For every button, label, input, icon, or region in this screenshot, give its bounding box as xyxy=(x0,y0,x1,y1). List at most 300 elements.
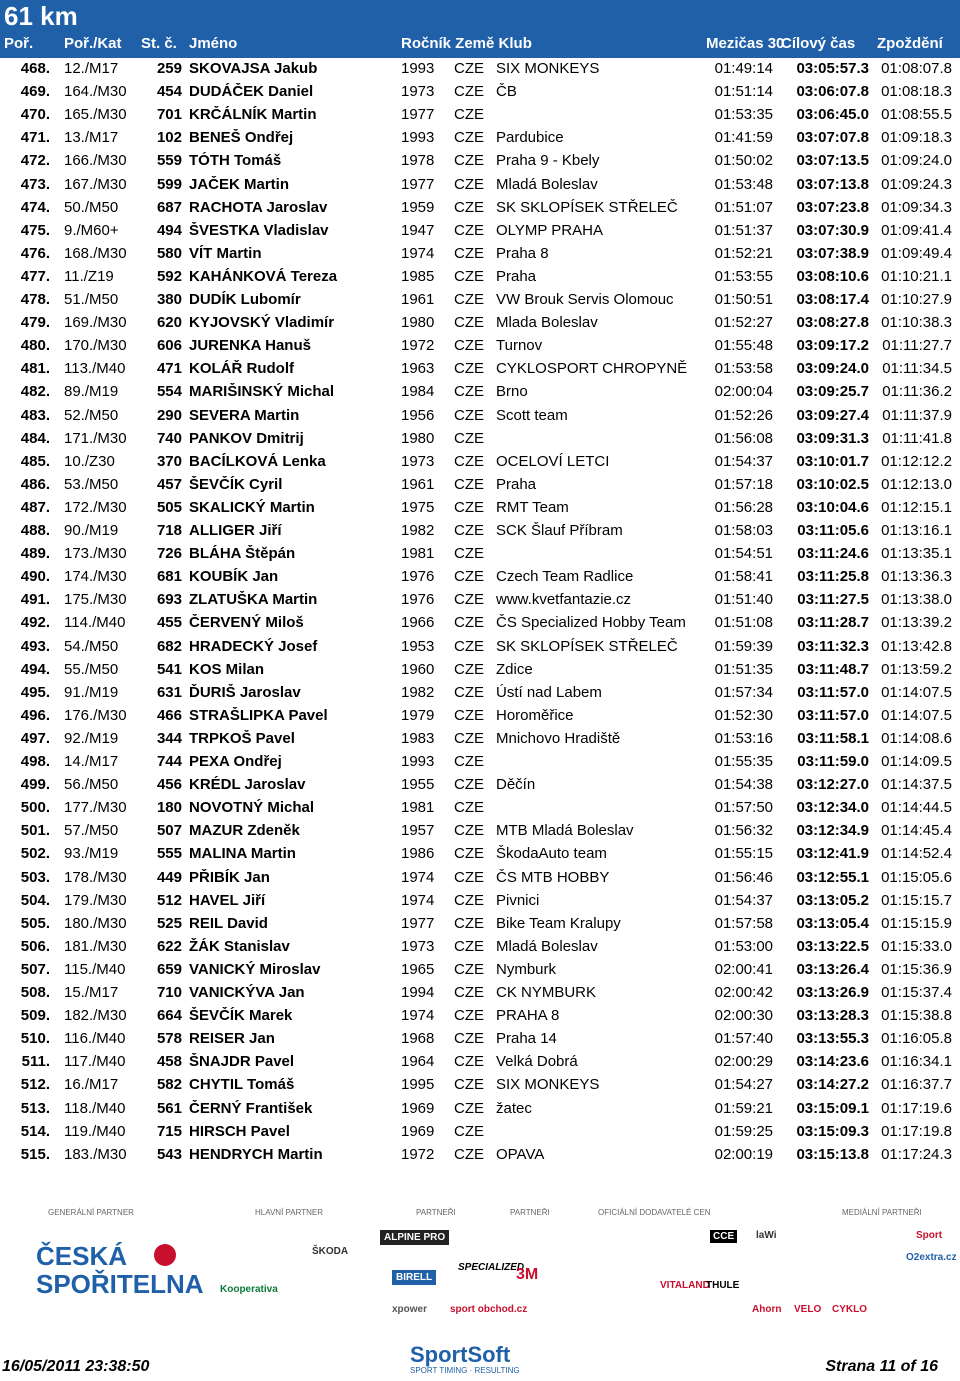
finish-time: 03:06:07.8 xyxy=(796,83,869,101)
finish-time: 03:12:27.0 xyxy=(796,776,869,794)
rank: 479. xyxy=(20,314,50,332)
rank: 482. xyxy=(20,383,50,401)
3m-logo: 3M xyxy=(516,1266,539,1283)
runner-name: BACÍLKOVÁ Lenka xyxy=(189,452,326,470)
split-time: 01:54:51 xyxy=(714,545,773,563)
birth-year: 1974 xyxy=(401,244,435,262)
start-number: 380 xyxy=(156,291,182,308)
split-time: 01:53:48 xyxy=(714,175,773,193)
birth-year: 1993 xyxy=(401,753,435,770)
birth-year: 1956 xyxy=(401,406,435,424)
club: Praha xyxy=(496,267,537,285)
start-number: 102 xyxy=(156,129,182,147)
club: RMT Team xyxy=(496,498,569,516)
birth-year: 1978 xyxy=(401,152,435,170)
club: Turnov xyxy=(496,337,543,355)
rank: 514. xyxy=(20,1122,50,1140)
country: CZE xyxy=(454,1030,484,1048)
time-behind: 01:17:19.8 xyxy=(881,1122,952,1140)
finish-time: 03:11:57.0 xyxy=(797,706,869,724)
table-row xyxy=(0,612,960,635)
club: žatec xyxy=(496,1099,532,1117)
col-header-zpozdeni: Zpoždění xyxy=(877,35,943,52)
table-row xyxy=(0,197,960,220)
time-behind: 01:16:34.1 xyxy=(881,1053,952,1071)
time-behind: 01:08:07.8 xyxy=(881,60,952,77)
club: SIX MONKEYS xyxy=(496,60,600,77)
table-row xyxy=(0,174,960,197)
split-time: 01:55:35 xyxy=(714,753,773,770)
rank: 474. xyxy=(20,198,50,216)
category-rank: 56./M50 xyxy=(64,776,119,794)
split-time: 01:59:25 xyxy=(714,1122,773,1140)
category-rank: 183./M30 xyxy=(64,1145,127,1163)
page-title: 61 km xyxy=(4,1,78,31)
table-row xyxy=(0,566,960,589)
birth-year: 1966 xyxy=(401,614,435,632)
rank: 469. xyxy=(20,83,50,101)
category-rank: 119./M40 xyxy=(64,1122,126,1140)
club: VW Brouk Servis Olomouc xyxy=(496,291,674,308)
category-rank: 180./M30 xyxy=(64,914,127,932)
split-time: 01:52:26 xyxy=(714,406,773,424)
time-behind: 01:15:33.0 xyxy=(881,937,952,955)
specialized-logo: SPECIALIZED xyxy=(458,1262,525,1273)
birth-year: 1957 xyxy=(401,822,435,840)
cyklo-logo: CYKLO xyxy=(832,1304,867,1315)
time-behind: 01:13:36.3 xyxy=(881,568,952,586)
club: www.kvetfantazie.cz xyxy=(496,591,632,609)
country: CZE xyxy=(454,498,484,516)
time-behind: 01:08:18.3 xyxy=(881,83,952,101)
runner-name: ALLIGER Jiří xyxy=(189,522,282,539)
category-rank: 178./M30 xyxy=(64,868,127,886)
runner-name: CHYTIL Tomáš xyxy=(189,1076,295,1094)
category-rank: 91./M19 xyxy=(64,683,119,701)
table-row xyxy=(0,636,960,659)
birth-year: 1980 xyxy=(401,314,435,332)
category-rank: 53./M50 xyxy=(64,475,119,493)
finish-time: 03:11:59.0 xyxy=(797,753,869,770)
finish-time: 03:13:26.9 xyxy=(796,984,869,1001)
birth-year: 1994 xyxy=(401,984,435,1001)
time-behind: 01:13:35.1 xyxy=(881,545,952,563)
start-number: 555 xyxy=(156,845,182,863)
time-behind: 01:13:16.1 xyxy=(881,522,952,539)
table-row xyxy=(0,1144,960,1167)
table-row xyxy=(0,843,960,866)
rank: 507. xyxy=(20,960,50,978)
runner-name: ZLATUŠKA Martin xyxy=(189,591,318,609)
country: CZE xyxy=(454,1145,484,1163)
page-number: Strana 11 of 16 xyxy=(825,1358,938,1375)
column-headers xyxy=(0,35,960,55)
alpine-pro-logo: ALPINE PRO xyxy=(380,1230,449,1245)
rank: 497. xyxy=(20,729,50,747)
runner-name: DUDÁČEK Daniel xyxy=(189,83,314,101)
split-time: 01:57:18 xyxy=(714,475,773,493)
time-behind: 01:13:39.2 xyxy=(881,614,952,632)
split-time: 01:51:14 xyxy=(714,83,773,101)
start-number: 592 xyxy=(156,267,182,285)
split-time: 02:00:29 xyxy=(714,1053,773,1071)
table-row xyxy=(0,358,960,381)
split-time: 02:00:41 xyxy=(714,960,773,978)
club: Děčín xyxy=(496,776,536,794)
club: Velká Dobrá xyxy=(496,1053,578,1071)
time-behind: 01:11:41.8 xyxy=(882,429,952,447)
split-time: 01:55:15 xyxy=(714,845,773,863)
finish-time: 03:15:09.3 xyxy=(796,1122,869,1140)
runner-name: SKOVAJSA Jakub xyxy=(189,60,318,77)
runner-name: PŘIBÍK Jan xyxy=(189,868,270,886)
rank: 480. xyxy=(20,337,50,355)
start-number: 687 xyxy=(156,198,182,216)
start-number: 718 xyxy=(156,522,182,539)
finish-time: 03:07:38.9 xyxy=(796,244,869,262)
finish-time: 03:13:22.5 xyxy=(796,937,869,955)
runner-name: STRAŠLIPKA Pavel xyxy=(189,706,328,724)
split-time: 01:52:21 xyxy=(714,244,773,262)
birth-year: 1976 xyxy=(401,568,435,586)
category-rank: 52./M50 xyxy=(64,406,119,424)
country: CZE xyxy=(454,868,484,886)
rank: 485. xyxy=(20,452,50,470)
birth-year: 1961 xyxy=(401,291,435,308)
split-time: 01:57:58 xyxy=(714,914,773,932)
birth-year: 1982 xyxy=(401,683,435,701)
sponsor-label: PARTNEŘI xyxy=(416,1208,456,1217)
table-row xyxy=(0,1005,960,1028)
birth-year: 1969 xyxy=(401,1099,435,1117)
split-time: 01:51:07 xyxy=(714,198,773,216)
start-number: 664 xyxy=(156,1007,182,1025)
start-number: 457 xyxy=(156,475,182,493)
finish-time: 03:09:27.4 xyxy=(796,406,869,424)
club: PRAHA 8 xyxy=(496,1007,560,1025)
category-rank: 114./M40 xyxy=(64,614,126,632)
split-time: 01:56:28 xyxy=(714,498,773,516)
club: CK NYMBURK xyxy=(496,984,597,1001)
runner-name: VANICKÝVA Jan xyxy=(189,984,305,1001)
split-time: 01:57:50 xyxy=(714,799,773,817)
country: CZE xyxy=(454,60,484,77)
start-number: 682 xyxy=(156,637,182,655)
club: OPAVA xyxy=(496,1145,545,1163)
country: CZE xyxy=(454,637,484,655)
start-number: 449 xyxy=(156,868,182,886)
country: CZE xyxy=(454,568,484,586)
runner-name: BENEŠ Ondřej xyxy=(189,129,294,147)
kooperativa-logo: Kooperativa xyxy=(220,1284,278,1295)
rank: 501. xyxy=(20,822,50,840)
start-number: 543 xyxy=(156,1145,182,1163)
club: Nymburk xyxy=(496,960,557,978)
table-row xyxy=(0,312,960,335)
start-number: 580 xyxy=(156,244,182,262)
runner-name: ŠEVČÍK Cyril xyxy=(189,475,283,493)
finish-time: 03:07:07.8 xyxy=(796,129,869,147)
time-behind: 01:11:27.7 xyxy=(882,337,952,355)
start-number: 180 xyxy=(156,799,182,817)
sponsor-label: OFICIÁLNÍ DODAVATELÉ CEN xyxy=(598,1208,711,1217)
time-behind: 01:15:36.9 xyxy=(881,960,952,978)
country: CZE xyxy=(454,984,484,1001)
table-row xyxy=(0,405,960,428)
category-rank: 9./M60+ xyxy=(64,221,119,239)
runner-name: ŽÁK Stanislav xyxy=(189,937,290,955)
rank: 489. xyxy=(20,545,50,563)
table-row xyxy=(0,1028,960,1051)
runner-name: NOVOTNÝ Michal xyxy=(189,799,315,817)
table-row xyxy=(0,474,960,497)
category-rank: 173./M30 xyxy=(64,545,127,563)
runner-name: HRADECKÝ Josef xyxy=(189,637,318,655)
finish-time: 03:09:31.3 xyxy=(796,429,869,447)
runner-name: SKALICKÝ Martin xyxy=(189,498,315,516)
country: CZE xyxy=(454,337,484,355)
birth-year: 1986 xyxy=(401,845,435,863)
finish-time: 03:13:55.3 xyxy=(796,1030,869,1048)
category-rank: 13./M17 xyxy=(64,129,119,147)
birth-year: 1979 xyxy=(401,706,435,724)
split-time: 01:54:37 xyxy=(714,891,773,909)
finish-time: 03:11:32.3 xyxy=(797,637,869,655)
runner-name: ŠEVČÍK Marek xyxy=(189,1007,293,1025)
start-number: 710 xyxy=(156,984,182,1001)
time-behind: 01:14:45.4 xyxy=(881,822,952,840)
time-behind: 01:15:05.6 xyxy=(881,868,952,886)
start-number: 455 xyxy=(156,614,182,632)
finish-time: 03:12:55.1 xyxy=(796,868,869,886)
country: CZE xyxy=(454,591,484,609)
rank: 493. xyxy=(20,637,50,655)
col-header-year-country-club: Ročník Země Klub xyxy=(401,35,532,52)
rank: 488. xyxy=(20,522,50,539)
rank: 503. xyxy=(20,868,50,886)
split-time: 01:53:58 xyxy=(714,360,773,378)
category-rank: 166./M30 xyxy=(64,152,127,170)
xpower-logo: xpower xyxy=(392,1304,428,1315)
rank: 512. xyxy=(20,1076,50,1094)
time-behind: 01:15:37.4 xyxy=(881,984,952,1001)
time-behind: 01:11:36.2 xyxy=(882,383,952,401)
country: CZE xyxy=(454,614,484,632)
split-time: 01:52:27 xyxy=(714,314,773,332)
time-behind: 01:14:52.4 xyxy=(881,845,952,863)
col-header-mezicas: Mezičas 30 xyxy=(706,35,785,52)
table-row xyxy=(0,81,960,104)
category-rank: 169./M30 xyxy=(64,314,127,332)
time-behind: 01:15:38.8 xyxy=(881,1007,952,1025)
rank: 472. xyxy=(20,152,50,170)
category-rank: 172./M30 xyxy=(64,498,127,516)
rank: 476. xyxy=(20,244,50,262)
start-number: 726 xyxy=(156,545,182,563)
split-time: 01:58:41 xyxy=(714,568,773,586)
runner-name: TRPKOŠ Pavel xyxy=(189,729,295,747)
birth-year: 1959 xyxy=(401,198,435,216)
club: ČS MTB HOBBY xyxy=(496,868,610,886)
birth-year: 1973 xyxy=(401,83,435,101)
rank: 487. xyxy=(20,498,50,516)
sponsor-label: PARTNEŘI xyxy=(510,1208,550,1217)
category-rank: 92./M19 xyxy=(64,729,119,747)
split-time: 01:51:08 xyxy=(714,614,773,632)
finish-time: 03:10:02.5 xyxy=(796,475,869,493)
finish-time: 03:11:05.6 xyxy=(797,522,869,539)
finish-time: 03:07:13.8 xyxy=(796,175,869,193)
category-rank: 113./M40 xyxy=(64,360,126,378)
category-rank: 176./M30 xyxy=(64,706,127,724)
country: CZE xyxy=(454,360,484,378)
table-row xyxy=(0,220,960,243)
country: CZE xyxy=(454,406,484,424)
club: Praha 9 - Kbely xyxy=(496,152,600,170)
birth-year: 1975 xyxy=(401,498,435,516)
birth-year: 1993 xyxy=(401,60,435,77)
time-behind: 01:09:49.4 xyxy=(881,244,952,262)
table-row xyxy=(0,1098,960,1121)
finish-time: 03:08:27.8 xyxy=(796,314,869,332)
category-rank: 11./Z19 xyxy=(64,267,114,285)
birth-year: 1972 xyxy=(401,337,435,355)
country: CZE xyxy=(454,1122,484,1140)
start-number: 715 xyxy=(156,1122,182,1140)
country: CZE xyxy=(454,475,484,493)
rank: 470. xyxy=(20,106,50,124)
club: Praha xyxy=(496,475,537,493)
split-time: 01:53:00 xyxy=(714,937,773,955)
rank: 498. xyxy=(20,753,50,770)
category-rank: 15./M17 xyxy=(64,984,119,1001)
split-time: 01:51:40 xyxy=(714,591,773,609)
country: CZE xyxy=(454,429,484,447)
sponsor-strip xyxy=(0,1206,960,1344)
country: CZE xyxy=(454,198,484,216)
birth-year: 1974 xyxy=(401,891,435,909)
start-number: 525 xyxy=(156,914,182,932)
split-time: 01:54:37 xyxy=(714,452,773,470)
category-rank: 175./M30 xyxy=(64,591,127,609)
start-number: 370 xyxy=(156,452,182,470)
runner-name: KAHÁNKOVÁ Tereza xyxy=(189,267,338,285)
runner-name: KRČÁLNÍK Martin xyxy=(189,106,317,124)
runner-name: HENDRYCH Martin xyxy=(189,1145,323,1163)
country: CZE xyxy=(454,267,484,285)
col-header-st: St. č. xyxy=(141,35,177,52)
split-time: 02:00:04 xyxy=(714,383,773,401)
table-row xyxy=(0,243,960,266)
runner-name: TÓTH Tomáš xyxy=(189,152,282,170)
table-row xyxy=(0,497,960,520)
table-row xyxy=(0,820,960,843)
club: SIX MONKEYS xyxy=(496,1076,600,1094)
time-behind: 01:09:24.0 xyxy=(881,152,952,170)
club: Ústí nad Labem xyxy=(496,683,602,701)
category-rank: 115./M40 xyxy=(64,960,126,978)
rank: 483. xyxy=(20,406,50,424)
rank: 492. xyxy=(20,614,50,632)
runner-name: SEVERA Martin xyxy=(189,406,300,424)
table-row xyxy=(0,913,960,936)
table-row xyxy=(0,589,960,612)
rank: 513. xyxy=(20,1099,50,1117)
finish-time: 03:14:27.2 xyxy=(796,1076,869,1094)
split-time: 01:57:40 xyxy=(714,1030,773,1048)
category-rank: 171./M30 xyxy=(64,429,127,447)
start-number: 290 xyxy=(156,406,182,424)
country: CZE xyxy=(454,845,484,863)
birth-year: 1973 xyxy=(401,452,435,470)
runner-name: REIL David xyxy=(189,914,268,932)
rank: 511. xyxy=(21,1053,50,1071)
birth-year: 1974 xyxy=(401,868,435,886)
split-time: 01:59:39 xyxy=(714,637,773,655)
category-rank: 179./M30 xyxy=(64,891,127,909)
finish-time: 03:13:05.4 xyxy=(796,914,869,932)
split-time: 01:52:30 xyxy=(714,706,773,724)
country: CZE xyxy=(454,753,484,770)
club: Mladá Boleslav xyxy=(496,175,598,193)
sporitelna-star-icon xyxy=(154,1244,176,1266)
runner-name: JURENKA Hanuš xyxy=(189,337,311,355)
country: CZE xyxy=(454,221,484,239)
birth-year: 1976 xyxy=(401,591,435,609)
table-row xyxy=(0,1051,960,1074)
runner-name: JAČEK Martin xyxy=(189,175,290,193)
start-number: 458 xyxy=(156,1053,182,1071)
finish-time: 03:11:27.5 xyxy=(797,591,869,609)
start-number: 606 xyxy=(156,337,182,355)
start-number: 494 xyxy=(156,221,182,239)
time-behind: 01:13:42.8 xyxy=(881,637,952,655)
club: Czech Team Radlice xyxy=(496,568,634,586)
country: CZE xyxy=(454,244,484,262)
rank: 508. xyxy=(20,984,50,1001)
time-behind: 01:14:37.5 xyxy=(881,776,952,794)
start-number: 631 xyxy=(156,683,182,701)
category-rank: 90./M19 xyxy=(64,522,119,539)
birth-year: 1968 xyxy=(401,1030,435,1048)
time-behind: 01:14:07.5 xyxy=(881,683,952,701)
birth-year: 1964 xyxy=(401,1053,435,1071)
table-row xyxy=(0,982,960,1005)
table-row xyxy=(0,751,960,774)
rank: 471. xyxy=(20,129,50,147)
club: Praha 8 xyxy=(496,244,549,262)
table-row xyxy=(0,728,960,751)
club: OLYMP PRAHA xyxy=(496,221,603,239)
finish-time: 03:07:30.9 xyxy=(796,221,869,239)
split-time: 01:53:55 xyxy=(714,267,773,285)
birth-year: 1955 xyxy=(401,776,435,794)
birth-year: 1965 xyxy=(401,960,435,978)
split-time: 02:00:42 xyxy=(714,984,773,1001)
finish-time: 03:05:57.3 xyxy=(796,60,869,77)
finish-time: 03:06:45.0 xyxy=(796,106,869,124)
runner-name: MAZUR Zdeněk xyxy=(189,822,300,840)
start-number: 744 xyxy=(156,753,182,770)
runner-name: ČERVENÝ Miloš xyxy=(189,614,304,632)
split-time: 01:50:51 xyxy=(714,291,773,308)
time-behind: 01:08:55.5 xyxy=(881,106,952,124)
results-header xyxy=(0,0,960,58)
table-row xyxy=(0,127,960,150)
finish-time: 03:11:57.0 xyxy=(797,683,869,701)
split-time: 01:50:02 xyxy=(714,152,773,170)
table-row xyxy=(0,705,960,728)
